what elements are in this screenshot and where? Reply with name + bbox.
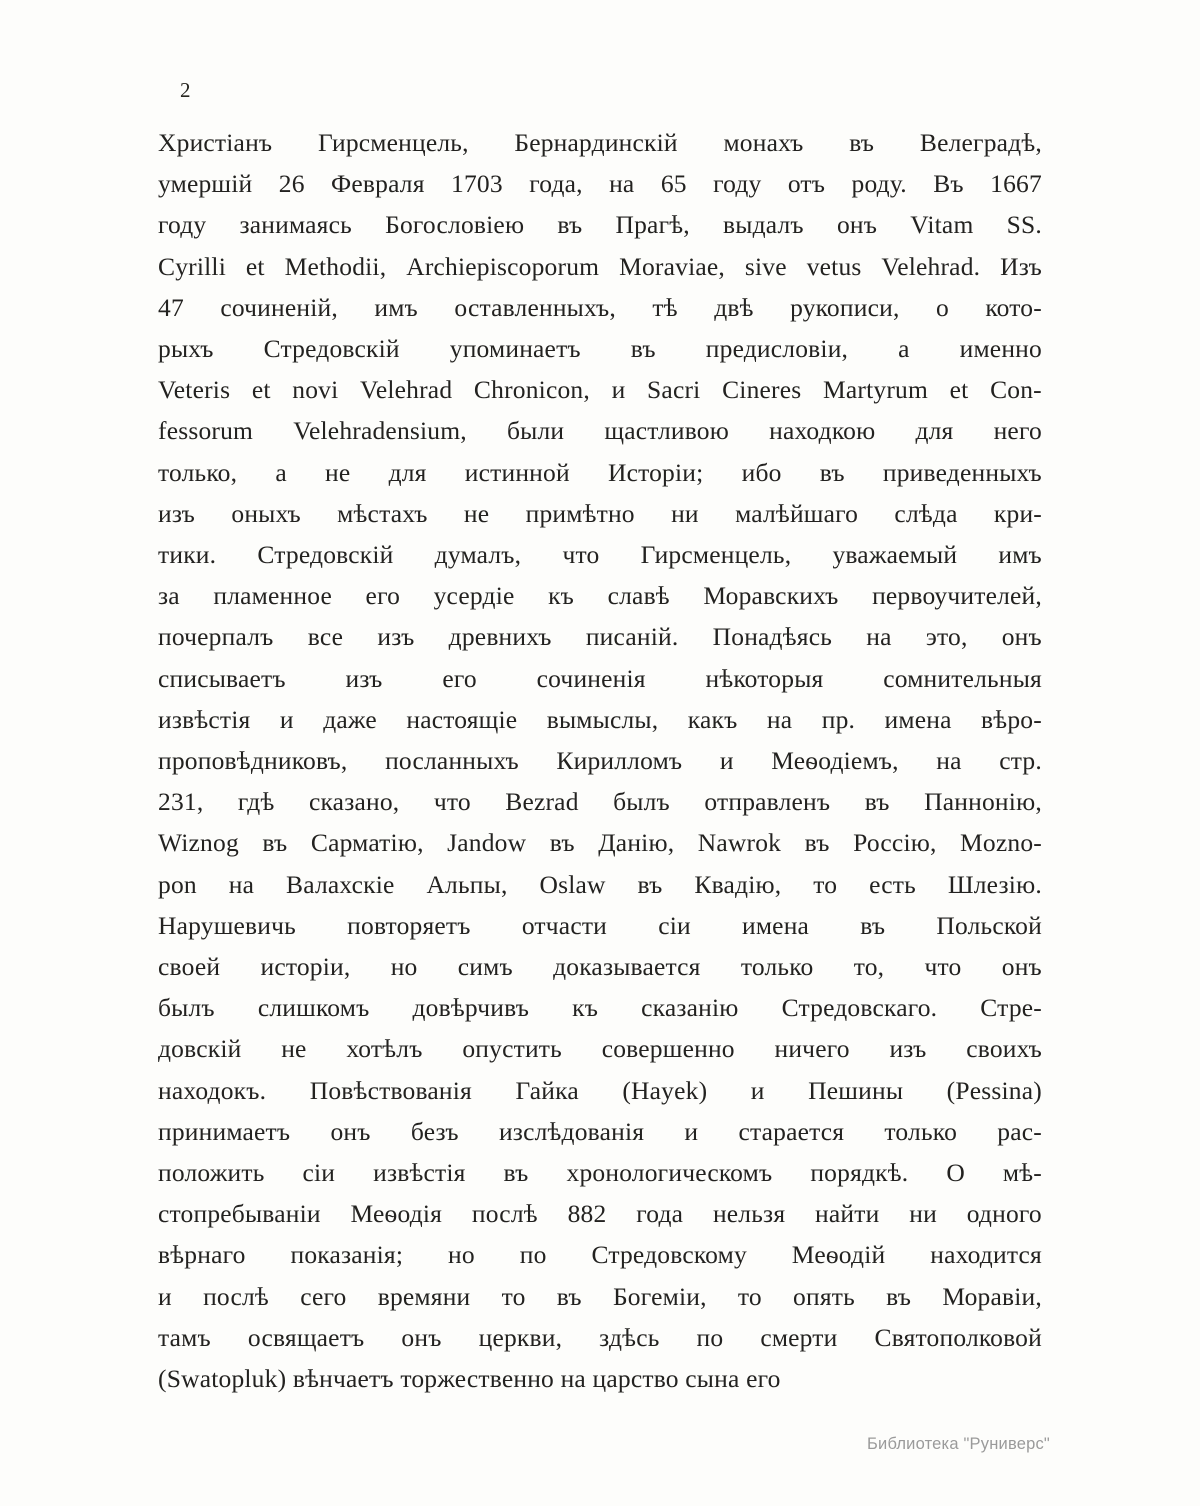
text-word: въ [549, 828, 575, 858]
text-word: одного [966, 1199, 1042, 1229]
text-word: опустить [462, 1034, 562, 1064]
text-line [158, 1317, 1042, 1358]
text-line [158, 122, 1042, 163]
text-word: Jandow [447, 828, 527, 858]
text-word: стр. [999, 746, 1042, 776]
text-word: Велеградѣ, [919, 128, 1042, 157]
text-word: Veteris [158, 375, 231, 405]
text-word: Меѳодіемъ, [771, 746, 899, 776]
text-word: 231, [158, 787, 204, 817]
text-word: есть [869, 869, 916, 899]
text-word: найти [815, 1199, 880, 1229]
text-word: въ [864, 787, 890, 817]
text-word: примѣтно [525, 498, 635, 528]
text-word: показанія; [290, 1240, 404, 1270]
text-word: него [993, 416, 1042, 446]
text-word: vetus [806, 251, 862, 281]
text-word: Святополковой [874, 1322, 1042, 1352]
text-word: Wiznog [158, 828, 239, 858]
text-line [158, 410, 1042, 451]
text-word: но [448, 1240, 475, 1270]
text-word: Бернардинскій [514, 128, 678, 157]
text-word: 47 [158, 292, 184, 322]
text-line [158, 328, 1042, 369]
text-word: были [506, 416, 565, 446]
text-word: послѣ [471, 1199, 538, 1229]
text-word: щастливою [604, 416, 729, 446]
text-line [158, 616, 1042, 657]
text-word: его [365, 581, 401, 611]
text-word: Валахскіе [286, 869, 395, 899]
text-word: былъ [613, 787, 670, 817]
text-line: (Swatopluk) вѣнчаетъ торжественно на царство сына его [158, 1364, 781, 1394]
text-word: что [924, 952, 962, 982]
text-word: и [719, 746, 734, 776]
page-number: 2 [180, 78, 191, 102]
text-word: Кирилломъ [556, 746, 683, 776]
text-word: Гирсменцель, [640, 540, 792, 570]
text-word: посланныхъ [385, 746, 519, 776]
text-line [158, 1234, 1042, 1275]
text-word: Польской [936, 910, 1042, 940]
text-word: своихъ [966, 1034, 1042, 1064]
text-word: Velehrad [360, 375, 453, 405]
text-word: писаній. [585, 622, 679, 652]
text-word: для [388, 457, 427, 487]
text-word: 1703 [451, 169, 503, 199]
text-word: онъ [1001, 622, 1042, 652]
text-word: году [713, 169, 762, 199]
text-word: на [228, 869, 255, 899]
text-word: на [866, 622, 892, 652]
text-line [158, 1070, 1042, 1111]
text-word: Chronicon, [473, 375, 590, 405]
text-word: Стредовскій [263, 334, 400, 364]
text-word: не [463, 498, 490, 528]
text-word: хотѣлъ [346, 1034, 423, 1064]
text-word: Въ [933, 169, 964, 199]
text-word: 1667 [990, 169, 1042, 199]
text-word: Квадію, [694, 869, 782, 899]
text-word: сего [300, 1281, 347, 1311]
text-line [158, 163, 1042, 204]
text-word: почерпалъ [158, 622, 274, 652]
text-word: Исторіи; [607, 457, 704, 487]
text-word: Повѣствованія [309, 1075, 472, 1105]
text-word: novi [292, 375, 339, 405]
text-word: смерти [760, 1322, 838, 1352]
text-word: здѣсь [599, 1322, 660, 1352]
text-word: гдѣ [237, 787, 275, 817]
text-word: тамъ [158, 1322, 211, 1352]
text-word: и [684, 1116, 699, 1146]
text-word: Понадѣясь [712, 622, 833, 652]
text-word: отправленъ [704, 787, 831, 817]
text-word: Bezrad [505, 787, 579, 817]
text-word: для [915, 416, 954, 446]
text-word: Меѳодія [350, 1199, 443, 1229]
text-line [158, 369, 1042, 410]
text-word: роду. [851, 169, 907, 199]
text-word: въ [637, 869, 663, 899]
text-word: Cineres [722, 375, 802, 405]
text-word: Гирсменцель, [318, 128, 469, 157]
text-word: пр. [821, 704, 856, 734]
text-word: именно [959, 334, 1042, 364]
text-line [158, 822, 1042, 863]
text-line [158, 1276, 1042, 1317]
text-line [158, 987, 1042, 1028]
text-word: сіи [302, 1158, 336, 1188]
text-word: Oslaw [539, 869, 606, 899]
text-word: не [281, 1034, 307, 1064]
text-word: Меѳодій [791, 1240, 886, 1270]
text-word: за [158, 581, 180, 611]
text-word: (Hayek) [622, 1075, 708, 1105]
text-word: въ [804, 828, 830, 858]
text-line [158, 946, 1042, 987]
text-word: рыхъ [158, 334, 214, 364]
text-word: ни [909, 1199, 937, 1229]
text-word: на [609, 169, 635, 199]
text-word: въ [630, 334, 656, 364]
text-line [158, 575, 1042, 616]
text-word: Богословіею [385, 210, 525, 240]
text-word: на [936, 746, 962, 776]
text-word: Россію, [853, 828, 937, 858]
text-word: Прагѣ, [615, 210, 690, 240]
text-word: (Pessina) [946, 1075, 1042, 1105]
text-word: думалъ, [434, 540, 522, 570]
text-word: то, [853, 952, 885, 982]
text-word: Шлезію. [947, 869, 1042, 899]
text-word: древнихъ [448, 622, 552, 652]
text-word: сказано, [308, 787, 400, 817]
text-word: сіи [658, 910, 691, 940]
text-word: мѣ- [1002, 1158, 1042, 1188]
text-word: упоминаетъ [449, 334, 581, 364]
text-word: но [390, 952, 418, 982]
text-word: въ [503, 1158, 529, 1188]
text-word: положить [158, 1158, 265, 1188]
text-word: онъ [836, 210, 878, 240]
text-word: былъ [158, 993, 215, 1023]
text-word: находкою [769, 416, 876, 446]
text-word: кри- [993, 498, 1042, 528]
text-line [158, 1152, 1042, 1193]
text-word: имена [742, 910, 810, 940]
text-word: SS. [1006, 210, 1042, 240]
text-word: Моравіи, [942, 1281, 1042, 1311]
text-word: кото- [985, 292, 1042, 322]
text-line [158, 287, 1042, 328]
text-word: вѣрнаго [158, 1240, 246, 1270]
text-word: въ [557, 210, 583, 240]
text-line [158, 204, 1042, 245]
text-word: Стредовскаго. [781, 993, 938, 1023]
text-word: принимаетъ [158, 1116, 291, 1146]
text-word: и [750, 1075, 765, 1105]
text-word: настоящіе [406, 704, 518, 734]
text-word: отчасти [521, 910, 608, 940]
text-word: году [158, 210, 207, 240]
text-word: сказанію [641, 993, 739, 1023]
text-word: проповѣдниковъ, [158, 746, 348, 776]
text-word: Velehrad. [881, 251, 981, 281]
text-line [158, 493, 1042, 534]
text-word: рас- [997, 1116, 1042, 1146]
text-word: въ [886, 1281, 912, 1311]
text-word: то [501, 1281, 526, 1311]
text-word: Гайка [515, 1075, 579, 1105]
text-word: тики. [158, 540, 217, 570]
text-word: вымыслы, [546, 704, 659, 734]
text-word: находокъ. [158, 1075, 267, 1105]
text-word: года [636, 1199, 684, 1229]
text-word: извѣстія [373, 1158, 466, 1188]
text-word: Martyrum [823, 375, 928, 405]
text-word: славѣ [607, 581, 670, 611]
text-word: и [611, 375, 626, 405]
text-word: изъ [158, 498, 196, 528]
text-word: Velehradensium, [293, 416, 467, 446]
text-line [158, 1193, 1042, 1234]
text-word: первоучителей, [872, 581, 1042, 611]
text-line [158, 740, 1042, 781]
text-word: довѣрчивъ [412, 993, 530, 1023]
text-word: 882 [567, 1199, 607, 1229]
text-word: стопребываніи [158, 1199, 321, 1229]
text-word: совершенно [601, 1034, 735, 1064]
text-word: Нарушевичь [158, 910, 296, 940]
text-word: то [737, 1281, 762, 1311]
text-word: старается [738, 1116, 845, 1146]
text-word: это, [925, 622, 968, 652]
text-word: церкви, [478, 1322, 563, 1352]
text-word: изъ [377, 622, 415, 652]
text-word: приведенныхъ [882, 457, 1042, 487]
text-word: Данію, [598, 828, 675, 858]
text-word: истинной [464, 457, 570, 487]
text-word: освящаетъ [247, 1322, 365, 1352]
text-word: et [251, 375, 271, 405]
text-word: о [935, 292, 949, 322]
text-word: сочиненій, [220, 292, 338, 322]
text-word: ибо [741, 457, 782, 487]
text-line [158, 534, 1042, 575]
text-word: своей [158, 952, 221, 982]
text-word: онъ [1001, 952, 1042, 982]
text-line [158, 246, 1042, 287]
text-word: оныхъ [231, 498, 301, 528]
text-word: Methodii, [284, 251, 387, 281]
text-word: Стредовскому [591, 1240, 747, 1270]
text-word: ни [671, 498, 699, 528]
text-word: fessorum [158, 416, 254, 446]
text-word: что [433, 787, 471, 817]
text-word: изслѣдованія [498, 1116, 645, 1146]
text-word: какъ [687, 704, 738, 734]
text-line [158, 1028, 1042, 1069]
text-word: Февраля [331, 169, 425, 199]
text-word: монахъ [723, 128, 804, 157]
text-word: Стре- [980, 993, 1042, 1023]
text-word: въ [556, 1281, 582, 1311]
text-word: вѣро- [981, 704, 1042, 734]
text-word: нельзя [712, 1199, 786, 1229]
text-word: Moraviae, [619, 251, 725, 281]
text-word: Cyrilli [158, 251, 226, 281]
text-word: Богеміи, [612, 1281, 707, 1311]
text-word: слѣда [894, 498, 958, 528]
text-word: имена [884, 704, 952, 734]
text-line [158, 1111, 1042, 1152]
text-word: Пешины [808, 1075, 904, 1105]
text-word: списываетъ [158, 663, 286, 693]
text-word: хронологическомъ [566, 1158, 773, 1188]
text-word: изъ [345, 663, 383, 693]
text-word: Nawrok [697, 828, 782, 858]
text-word: что [562, 540, 600, 570]
text-word: въ [262, 828, 288, 858]
text-word: его [442, 663, 477, 693]
text-word: онъ [401, 1322, 442, 1352]
text-word: имъ [998, 540, 1042, 570]
text-word: онъ [330, 1116, 371, 1146]
text-word: выдалъ [723, 210, 804, 240]
text-word: по [519, 1240, 547, 1270]
text-word: пламенное [213, 581, 332, 611]
text-word: занимаясь [239, 210, 352, 240]
text-word: къ [572, 993, 599, 1023]
text-word: Sacri [647, 375, 701, 405]
text-word: сомнительныя [883, 663, 1042, 693]
text-word: только [884, 1116, 958, 1146]
text-word: умершій [158, 169, 253, 199]
text-word: тѣ [652, 292, 678, 322]
text-word: Христіанъ [158, 128, 273, 157]
text-word: отъ [787, 169, 826, 199]
text-word: pon [158, 869, 197, 899]
text-word: и [158, 1281, 172, 1311]
text-word: слишкомъ [257, 993, 370, 1023]
text-word: Archiepiscoporum [406, 251, 600, 281]
text-word: года, [529, 169, 583, 199]
text-word: безъ [410, 1116, 459, 1146]
text-word: повторяетъ [347, 910, 471, 940]
text-word: sive [744, 251, 787, 281]
text-line [158, 658, 1042, 699]
text-word: et [949, 375, 969, 405]
text-word: et [245, 251, 265, 281]
text-word: находится [930, 1240, 1042, 1270]
text-word: Стредовскій [257, 540, 394, 570]
text-line [158, 905, 1042, 946]
text-word: изъ [889, 1034, 927, 1064]
text-word: а [898, 334, 910, 364]
text-word: опять [793, 1281, 855, 1311]
text-word: Изъ [1000, 251, 1042, 281]
text-word: а [275, 457, 287, 487]
text-word: симъ [457, 952, 513, 982]
text-word: Сарматію, [310, 828, 424, 858]
text-word: Vitam [910, 210, 974, 240]
text-word: къ [548, 581, 575, 611]
text-word: послѣ [203, 1281, 269, 1311]
text-line [158, 699, 1042, 740]
text-line [158, 452, 1042, 493]
text-word: не [325, 457, 351, 487]
text-word: Mozno- [960, 828, 1042, 858]
text-word: даже [323, 704, 377, 734]
text-word: усердіе [433, 581, 515, 611]
body-text [158, 122, 1042, 1399]
text-word: порядкѣ. [810, 1158, 909, 1188]
text-word: Моравскихъ [703, 581, 839, 611]
text-word: въ [819, 457, 845, 487]
text-word: ничего [774, 1034, 850, 1064]
text-word: двѣ [714, 292, 754, 322]
text-word: нѣкоторыя [705, 663, 824, 693]
text-word: то [813, 869, 838, 899]
text-word: 65 [660, 169, 687, 199]
text-line [158, 781, 1042, 822]
text-word: довскій [158, 1034, 242, 1064]
text-word: все [307, 622, 344, 652]
text-word: мѣстахъ [337, 498, 428, 528]
text-word: времяни [377, 1281, 471, 1311]
library-watermark: Библиотека "Руниверс" [867, 1435, 1050, 1453]
text-word: уважаемый [832, 540, 958, 570]
text-word: сочиненія [536, 663, 646, 693]
text-word: извѣстія [158, 704, 251, 734]
text-word: только [740, 952, 814, 982]
text-word: оставленныхъ, [454, 292, 616, 322]
text-word: рукописи, [790, 292, 900, 322]
text-word: Альпы, [426, 869, 508, 899]
text-word: малѣйшаго [735, 498, 859, 528]
text-word: въ [849, 128, 875, 157]
text-line [158, 864, 1042, 905]
text-word: исторіи, [260, 952, 351, 982]
text-word: и [279, 704, 294, 734]
text-word: только, [158, 457, 238, 487]
text-word: въ [860, 910, 886, 940]
text-word: Con- [990, 375, 1042, 405]
text-word: имъ [374, 292, 418, 322]
text-word: на [766, 704, 793, 734]
text-word: Паннонію, [924, 787, 1042, 817]
text-word: доказывается [553, 952, 701, 982]
text-word: О [946, 1158, 965, 1188]
text-word: по [696, 1322, 724, 1352]
text-word: предисловіи, [705, 334, 849, 364]
text-word: 26 [278, 169, 305, 199]
